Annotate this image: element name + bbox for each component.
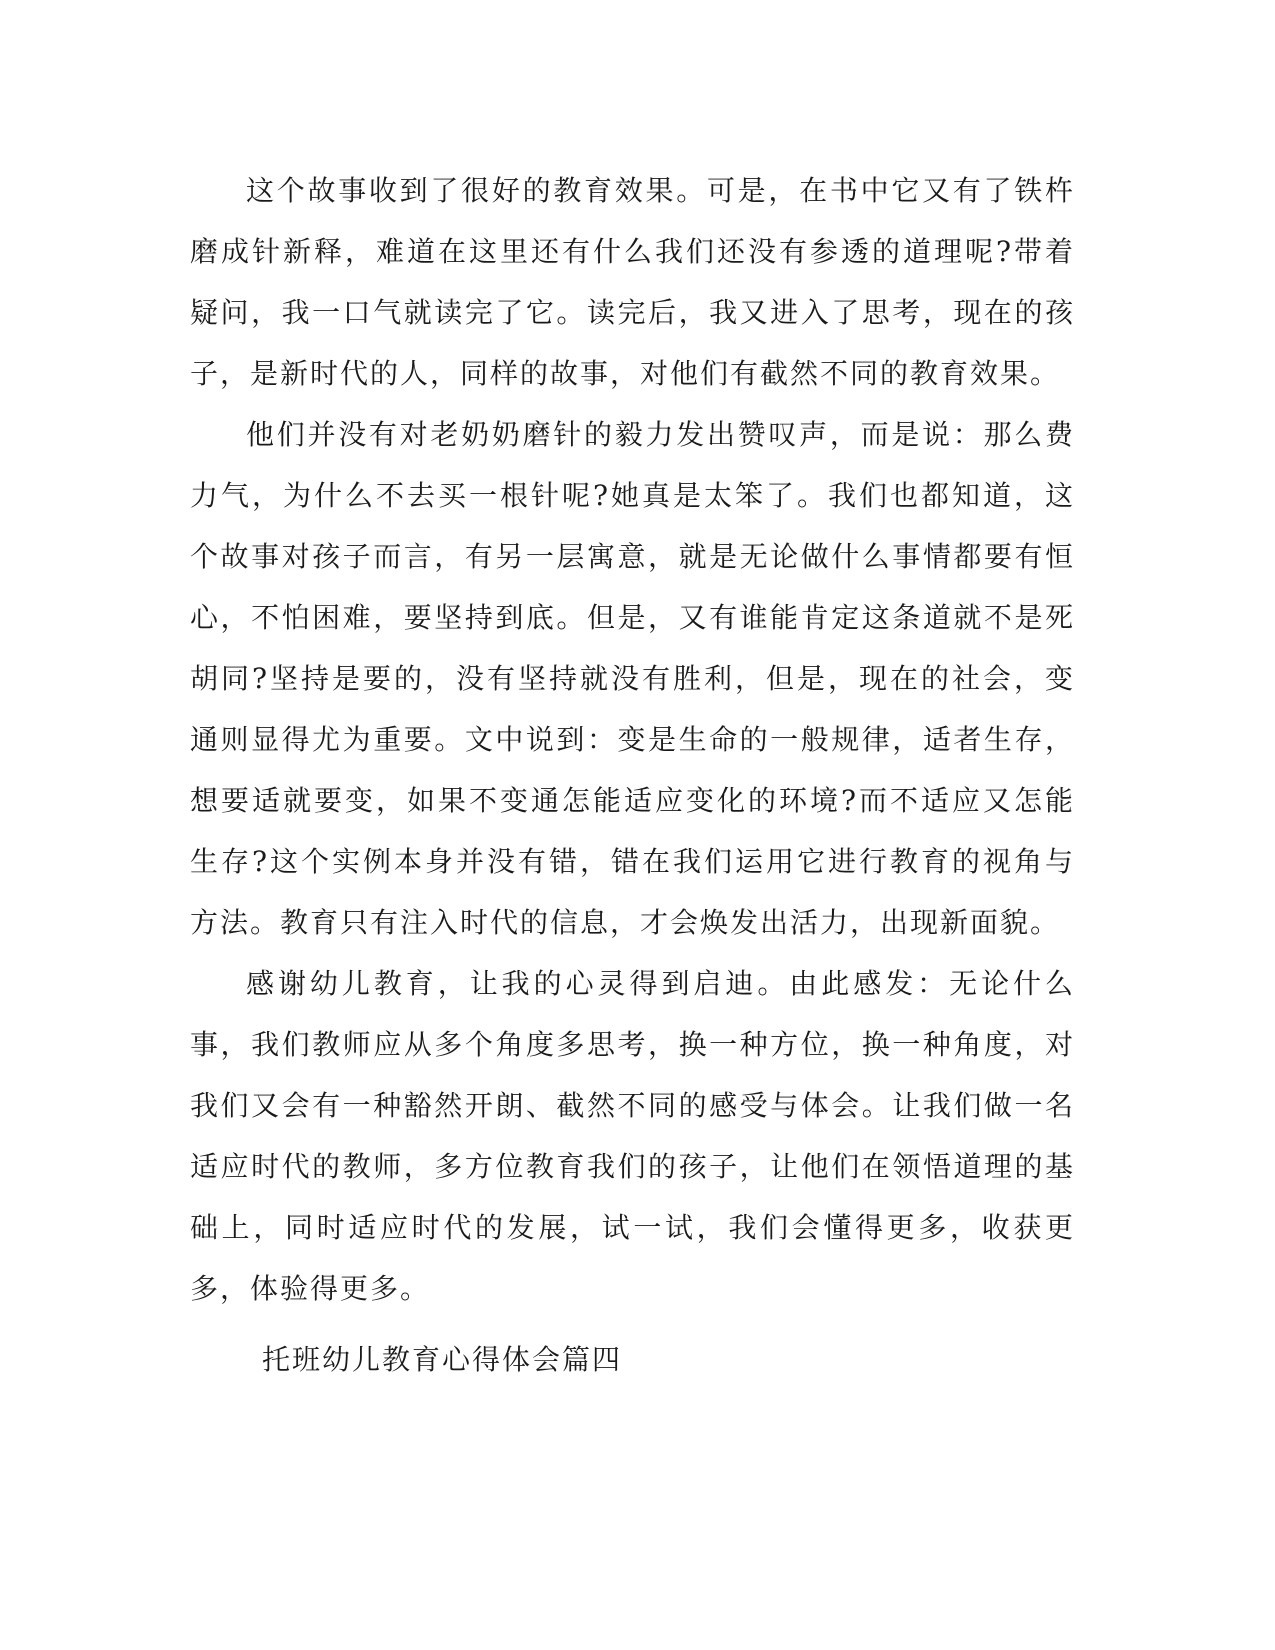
paragraph-2: 他们并没有对老奶奶磨针的毅力发出赞叹声，而是说：那么费力气，为什么不去买一根针呢?她真是太笨了。我们也都知道，这个故事对孩子而言，有另一层寓意，就是无论做什么事情都要有恒心，不怕困难，要坚持到底。但是，又有谁能肯定这条道就不是死胡同?坚持是要的，没有坚持就没有胜利，但是，现在的社会，变通则显得尤为重要。文中说到：变是生命的一般规律，适者生存，想要适就要变，如果不变通怎能适应变化的环境?而不适应又怎能生存?这个实例本身并没有错，错在我们运用它进行教育的视角与方法。教育只有注入时代的信息，才会焕发出活力，出现新面貌。	[190, 418, 1075, 939]
paragraph-3: 感谢幼儿教育，让我的心灵得到启迪。由此感发：无论什么事，我们教师应从多个角度多思考，换一种方位，换一种角度，对我们又会有一种豁然开朗、截然不同的感受与体会。让我们做一名适应时代的教师，多方位教育我们的孩子，让他们在领悟道理的基础上，同时适应时代的发展，试一试，我们会懂得更多，收获更多，体验得更多。	[190, 967, 1075, 1305]
body-text	[190, 160, 1075, 1319]
section-heading: 托班幼儿教育心得体会篇四	[262, 1343, 623, 1376]
paragraph-1: 这个故事收到了很好的教育效果。可是，在书中它又有了铁杵磨成针新释，难道在这里还有什么我们还没有参透的道理呢?带着疑问，我一口气就读完了它。读完后，我又进入了思考，现在的孩子，是新时代的人，同样的故事，对他们有截然不同的教育效果。	[190, 174, 1075, 390]
